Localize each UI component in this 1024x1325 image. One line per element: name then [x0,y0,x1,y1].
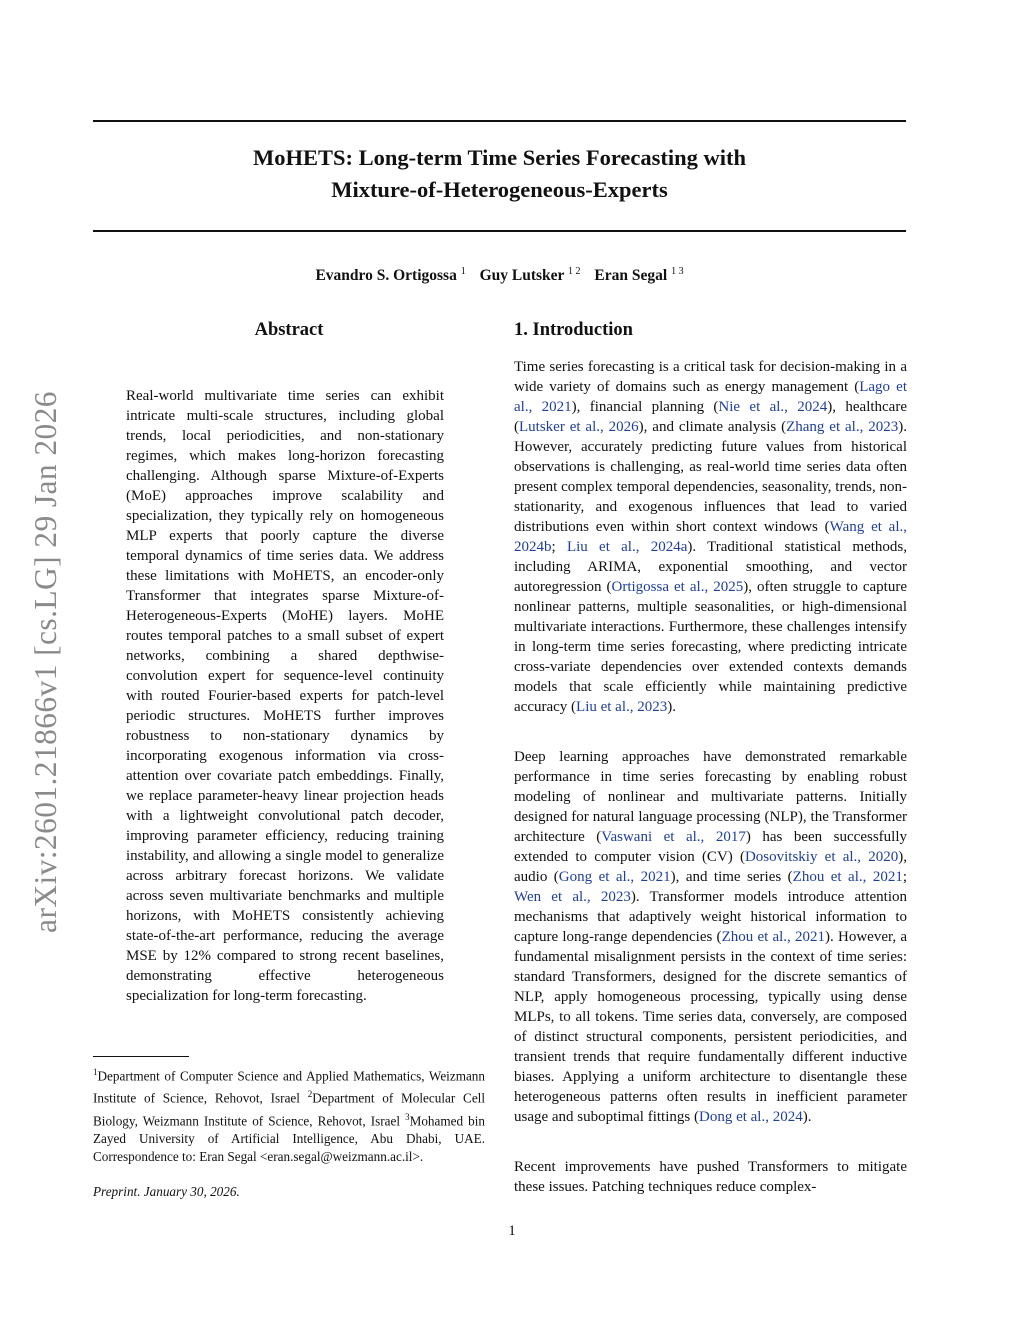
author-affiliation: 1 [460,266,466,277]
citation-link[interactable]: Lutsker et al., 2026 [519,419,639,435]
citation-link[interactable]: Wen et al., 2023 [514,889,631,905]
text-run: ). Traditional statistical methods, including ARIMA, exponential smoothing, and vector autoregression ( [514,539,907,595]
text-run: ), healthcare ( [514,399,907,435]
citation-link[interactable]: Zhang et al., 2023 [786,419,899,435]
author-list [93,266,906,285]
text-run: ; [902,869,907,885]
page-number: 1 [508,1223,516,1239]
text-run: Deep learning approaches have demonstrated remarkable performance in time series forecasting by enabling robust modeling of nonlinear and multivariate patterns. Initially designed for natural language processing (NLP), the Transformer architecture ( [514,749,907,845]
abstract-section [93,320,485,1004]
intro-paragraph-1 [514,357,907,717]
footnote-text: Mohamed bin Zayed University of Artificial Intelligence, Abu Dhabi, UAE. Correspondence to: Eran Segal <eran.segal@weizmann.ac.il>. [93,1113,485,1165]
paper-title [93,142,906,206]
abstract-text: Real-world multivariate time series can exhibit intricate multi-scale structures, including global trends, local periodicities, and non-stationary regimes, which makes long-horizon forecasting challenging. Although sparse Mixture-of-Experts (MoE) approaches improve scalability and specialization, they typically rely on homogeneous MLP experts that poorly capture the diverse temporal dynamics of time series data. We address these limitations with MoHETS, an encoder-only Transformer that integrates sparse Mixture-of-Heterogeneous-Experts (MoHE) layers. MoHE routes temporal patches to a small subset of expert networks, combining a shared depthwise-convolution expert for sequence-level continuity with routed Fourier-based experts for patch-level periodic structures. MoHETS further improves robustness to non-stationary dynamics by incorporating exogenous information via cross-attention over covariate patch embeddings. Finally, we replace parameter-heavy linear projection heads with a lightweight convolutional patch decoder, improving parameter efficiency, reducing training instability, and allowing a single model to generalize across arbitrary forecast horizons. We validate across seven multivariate benchmarks and multiple horizons, with MoHETS consistently achieving state-of-the-art performance, reducing the average MSE by 12% compared to strong recent baselines, demonstrating effective heterogeneous specialization for long-term forecasting. [126,388,444,1004]
footnote-marker: 3 [405,1111,410,1122]
text-run: ). [802,1109,812,1125]
citation-link[interactable]: Dosovitskiy et al., 2020 [744,849,899,865]
text-run: ) has been successfully extended to computer vision (CV) ( [514,829,907,865]
affiliations-footnote [93,1063,485,1166]
footnote-text: Department of Computer Science and Applied Mathematics, Weizmann Institute of Science, Rehovot, Israel [93,1068,485,1106]
title-rule-top [93,120,906,122]
author-affiliation: 1 2 [568,266,581,277]
citation-link[interactable]: Liu et al., 2023 [576,699,668,715]
text-run: ), and time series ( [670,869,793,885]
introduction-section [514,320,908,1195]
text-run: ). [667,699,677,715]
text-run: ), often struggle to capture nonlinear patterns, multiple seasonalities, or high-dimensional multivariate interactions. Furthermore, these challenges intensify in long-term time series forecasting, where predicting intricate cross-variate dependencies over extended contexts demands models that scale efficiently while maintaining predictive accuracy ( [514,579,907,715]
citation-link[interactable]: Nie et al., 2024 [718,399,828,415]
arxiv-identifier: arXiv:2601.21866v1 [cs.LG] 29 Jan 2026 [28,391,63,933]
text-run: ). Transformer models introduce attention mechanisms that adaptively weight historical information to capture long-range dependencies ( [514,889,908,945]
text-run: ), audio ( [514,849,907,885]
citation-link[interactable]: Dong et al., 2024 [698,1109,803,1125]
author [315,267,465,284]
author [480,267,581,284]
intro-paragraph-3: Recent improvements have pushed Transformers to mitigate these issues. Patching techniques reduce complex- [514,1159,907,1195]
citation-link[interactable]: Liu et al., 2024a [566,539,688,555]
text-run: ; [551,539,567,555]
title-line-1: MoHETS: Long-term Time Series Forecasting with [252,145,747,170]
citation-link[interactable]: Lago et al., 2021 [514,379,907,415]
author-name: Eran Segal [594,267,668,285]
citation-link[interactable]: Zhou et al., 2021 [721,929,826,945]
preprint-note: Preprint. January 30, 2026. [93,1184,240,1199]
title-rule-bottom [93,230,906,232]
citation-link[interactable]: Wang et al., 2024b [514,519,907,555]
author [594,267,683,284]
citation-link[interactable]: Gong et al., 2021 [558,869,671,885]
author-name: Guy Lutsker [479,267,565,285]
intro-paragraph-2 [514,747,907,1127]
footnote-marker: 1 [93,1067,98,1077]
author-affiliation: 1 3 [671,266,684,277]
footnote-text: Department of Molecular Cell Biology, Weizmann Institute of Science, Rehovot, Israel [93,1090,486,1129]
footnote-marker: 2 [307,1089,313,1100]
text-run: Time series forecasting is a critical task for decision-making in a wide variety of domains such as energy management ( [514,359,907,395]
text-run: ), and climate analysis ( [638,419,787,435]
author-name: Evandro S. Ortigossa [315,267,457,285]
text-run: ), financial planning ( [571,399,719,415]
citation-link[interactable]: Ortigossa et al., 2025 [611,579,744,595]
text-run: ). However, a fundamental misalignment persists in the context of time series: standard Transformers, designed for the discrete semantics of NLP, apply homogeneous processing, typically using dense MLPs, to all tokens. Time series data, conversely, are composed of distinct structural components, persistent periodicities, and transient trends that require fundamentally different inductive biases. Applying a uniform architecture to disentangle these heterogeneous patterns often results in inefficient parameter usage and suboptimal fittings ( [514,929,907,1125]
citation-link[interactable]: Vaswani et al., 2017 [601,829,746,845]
abstract-heading: Abstract [254,320,324,340]
citation-link[interactable]: Zhou et al., 2021 [792,869,903,885]
title-line-2: Mixture-of-Heterogeneous-Experts [331,177,668,202]
introduction-heading: 1. Introduction [514,320,633,340]
footnote-rule [93,1056,189,1057]
text-run: ). However, accurately predicting future values from historical observations is challenging, as real-world time series data often present complex temporal dependencies, seasonality, trends, non-stationarity, and exogenous influences that lead to varied distributions even within short context windows ( [514,419,907,535]
